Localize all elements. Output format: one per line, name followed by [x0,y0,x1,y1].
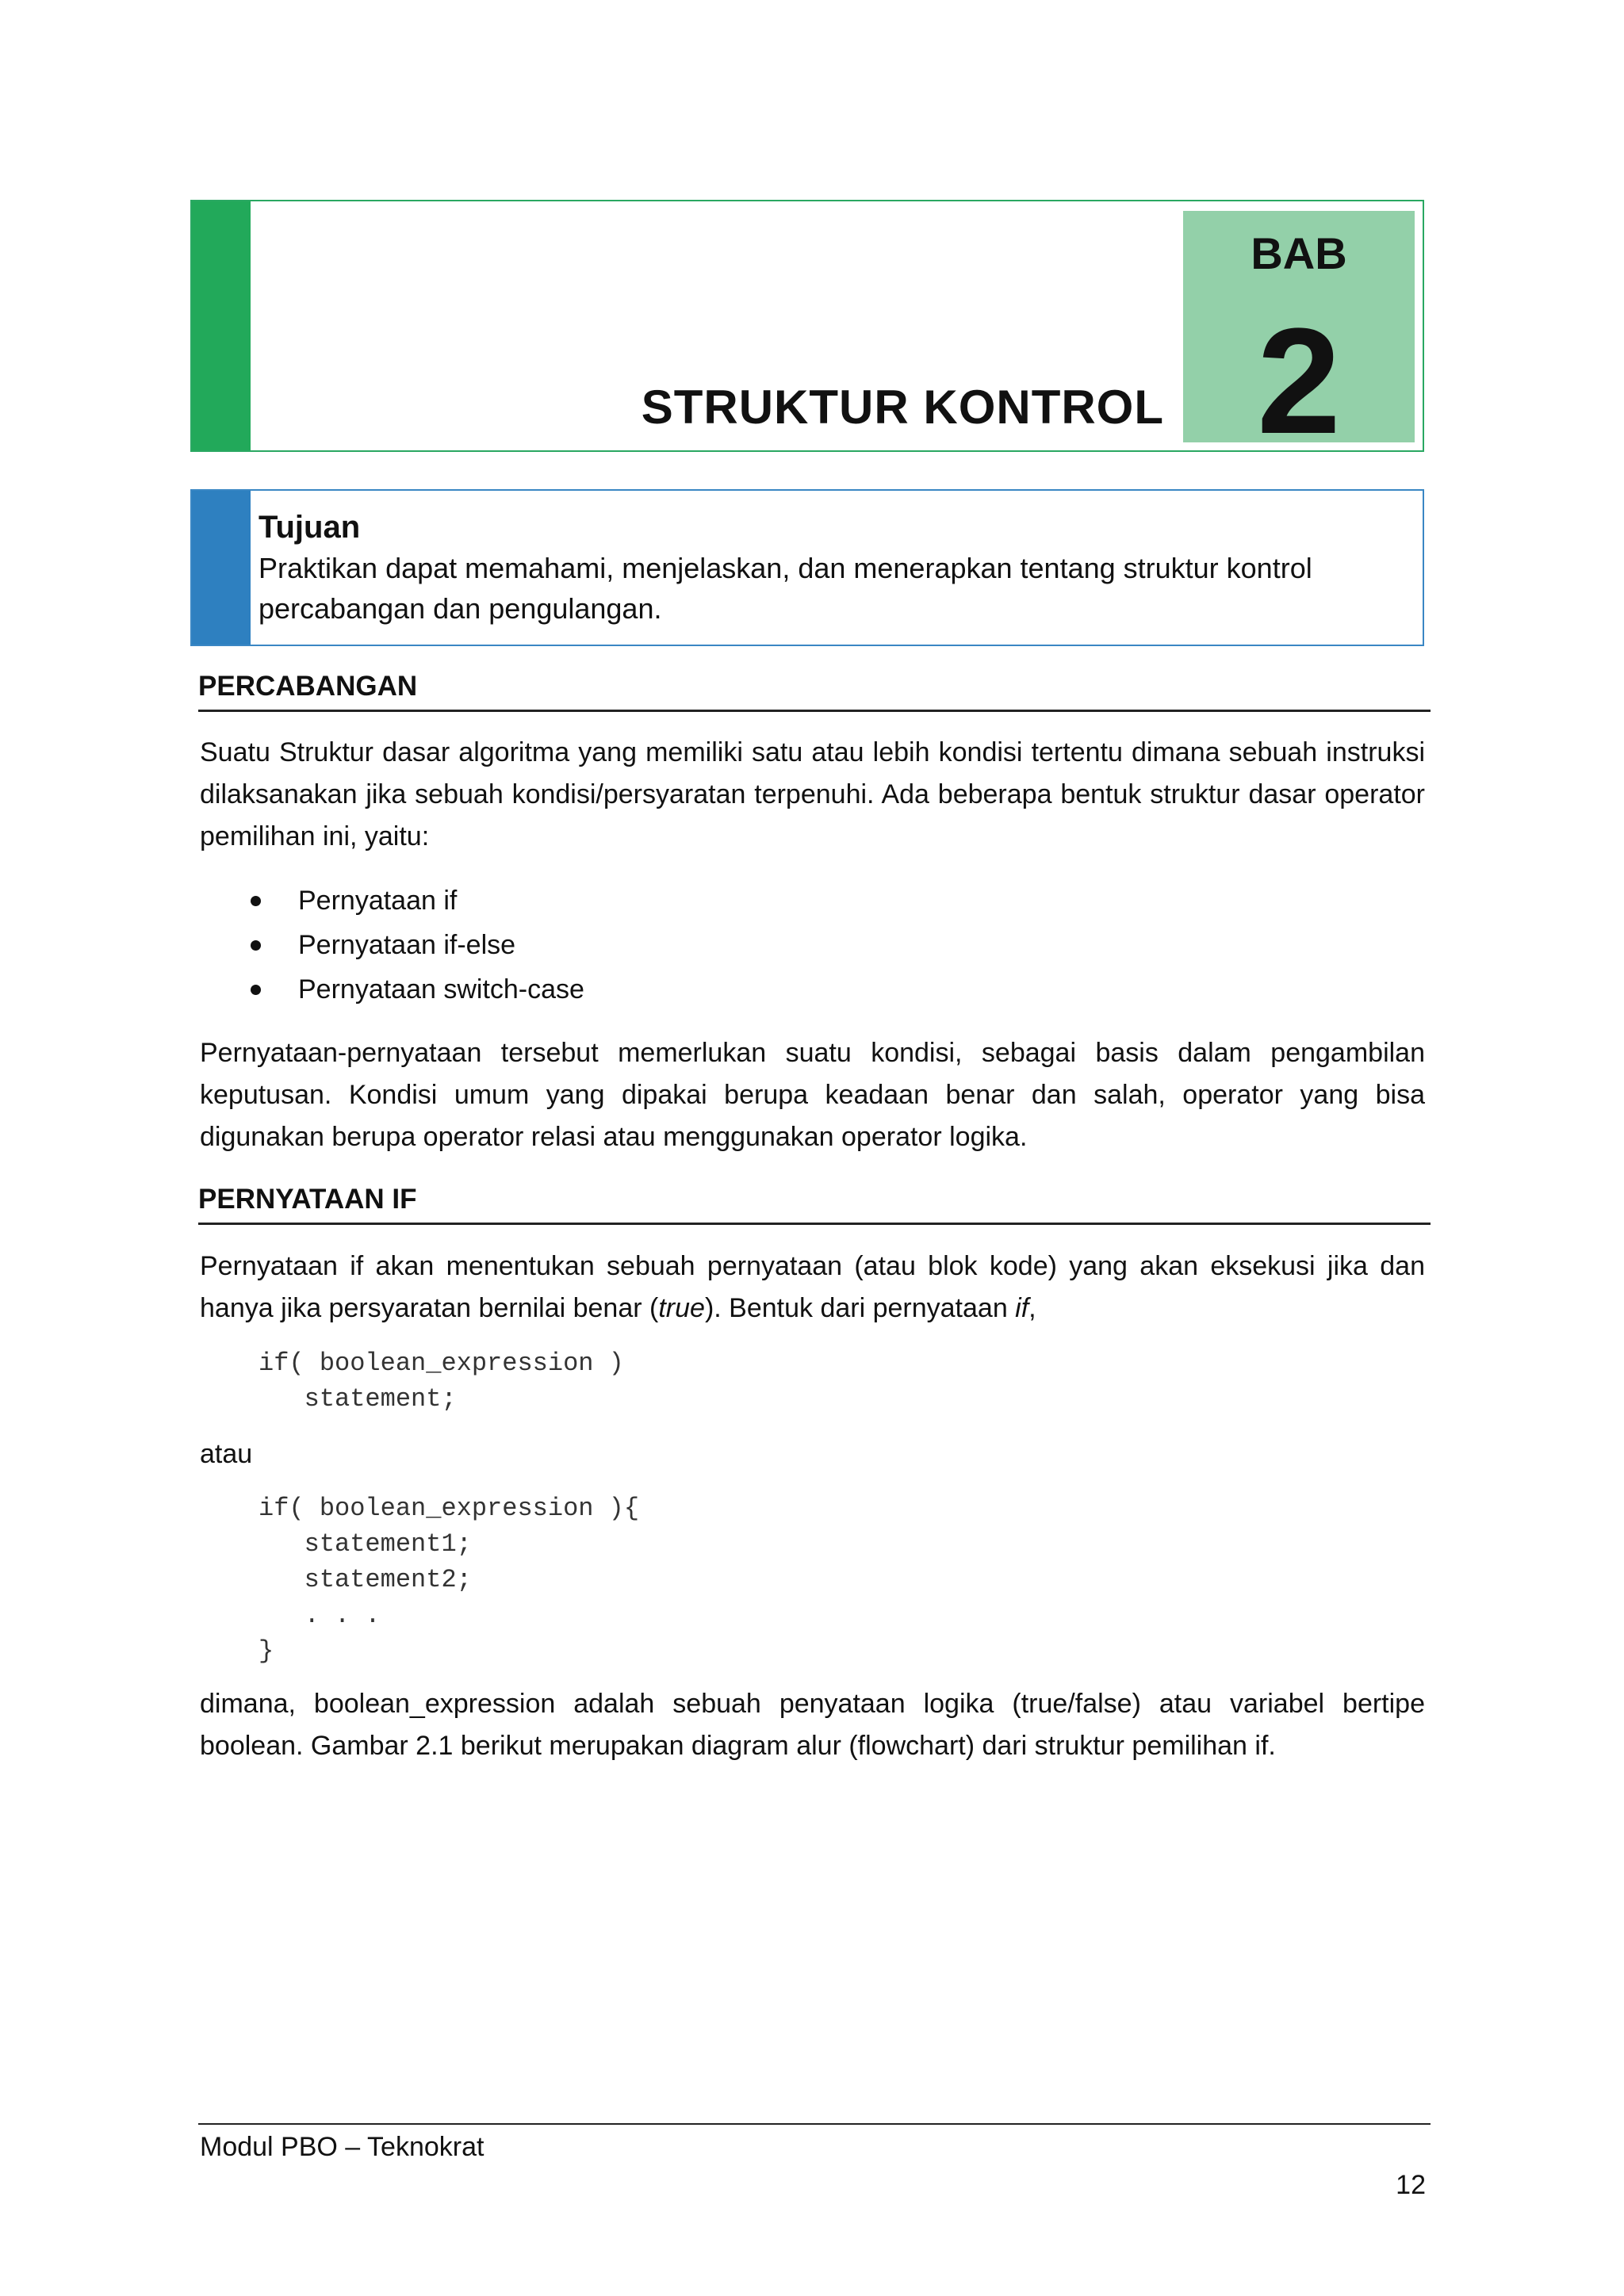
if-intro-text: Pernyataan if akan menentukan sebuah pernyataan (atau blok kode) yang akan eksekusi jika dan hanya jika persyaratan bernilai benar ( [200,1251,1425,1323]
if-intro-text: , [1028,1293,1036,1323]
footer-divider [198,2123,1431,2125]
if-intro-if: if [1015,1293,1029,1323]
code-block-if: if( boolean_expression ) statement; [259,1349,624,1414]
if-intro-text: ). Bentuk dari pernyataan [704,1293,1016,1323]
section-heading-pernyataan-if: PERNYATAAN IF [198,1183,1431,1225]
paragraph-if-intro [200,1246,1425,1330]
chapter-accent-bar [192,201,251,450]
page-number: 12 [1396,2170,1426,2200]
paragraph-percabangan-kondisi: Pernyataan-pernyataan tersebut memerlukan suatu kondisi, sebagai basis dalam pengambilan keputusan. Kondisi umum yang dipakai berupa keadaan benar dan salah, operator yang bisa digunakan berupa operator relasi atau menggunakan operator logika. [200,1038,1425,1152]
paragraph-if-closing: dimana, boolean_expression adalah sebuah penyataan logika (true/false) atau variabel bertipe boolean. Gambar 2.1 berikut merupakan diagram alur (flowchart) dari struktur pemilihan if. [200,1689,1425,1761]
code-block-if-block: if( boolean_expression ){ statement1; statement2; . . . } [259,1494,640,1666]
footer-text: Modul PBO – Teknokrat [200,2132,485,2162]
section-heading-percabangan: PERCABANGAN [198,670,1431,712]
chapter-number-box [1183,211,1415,465]
if-intro-true: true [658,1293,705,1323]
bullet-item: Pernyataan if [200,878,584,923]
paragraph-percabangan-intro: Suatu Struktur dasar algoritma yang memiliki satu atau lebih kondisi tertentu dimana sebuah instruksi dilaksanakan jika sebuah kondisi/persyaratan terpenuhi. Ada beberapa bentuk struktur dasar operator pemilihan ini, yaitu: [200,737,1425,851]
chapter-header [190,200,1424,465]
objective-accent-bar [192,491,251,645]
bullet-item: Pernyataan if-else [200,923,584,967]
objective-title: Tujuan [259,510,361,545]
chapter-label: BAB [1251,228,1347,278]
bullet-list [200,878,584,1012]
chapter-title: STRUKTUR KONTROL [641,381,1164,434]
objective-box [190,489,1424,646]
objective-text: Praktikan dapat memahami, menjelaskan, dan menerapkan tentang struktur kontrol percabangan dan pengulangan. [259,552,1312,625]
chapter-number: 2 [1257,297,1341,465]
bullet-item: Pernyataan switch-case [200,967,584,1012]
paragraph-atau: atau [200,1439,253,1469]
